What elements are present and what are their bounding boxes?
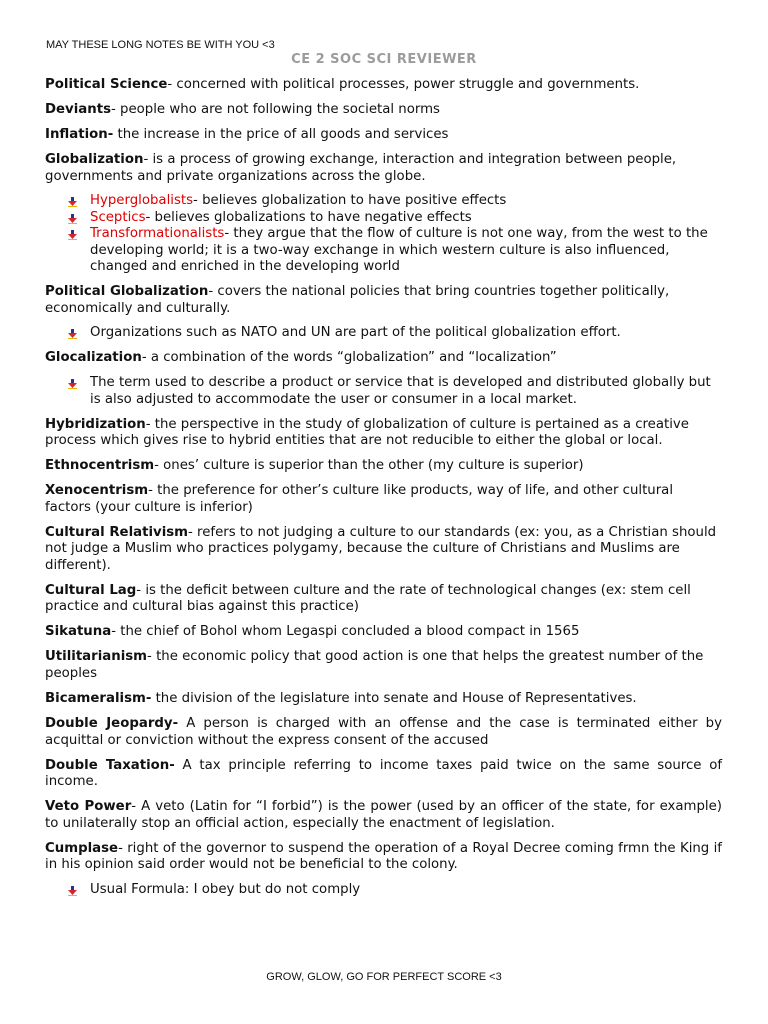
term: Cultural Lag [45, 582, 137, 598]
down-arrow-bullet-icon [68, 886, 77, 896]
entry-ethnocentrism [45, 458, 722, 475]
definition: - ones’ culture is superior than the other (my culture is superior) [154, 458, 584, 474]
entry-cultural-lag [45, 583, 722, 616]
term: Globalization [45, 151, 144, 167]
definition: - refers to not judging a culture to our standards (ex: you, as a Christian should not judge a Muslim who practices polygamy, because the culture of Christians and Muslims are different). [45, 524, 717, 573]
entry-political-globalization [45, 284, 722, 317]
term: Hybridization [45, 416, 146, 432]
entry-double-jeopardy [45, 716, 722, 749]
entry-glocalization [45, 350, 722, 367]
definition: - is the deficit between culture and the rate of technological changes (ex: stem cell practice and cultural bias against this practice) [45, 582, 691, 615]
definition: A person is charged with an offense and the case is terminated either by acquittal or conviction without the express consent of the accused [45, 715, 722, 748]
page-title: CE 2 SOC SCI REVIEWER [291, 52, 477, 67]
list-item [90, 226, 722, 276]
term: Ethnocentrism [45, 458, 155, 474]
definition: the division of the legislature into senate and House of Representatives. [151, 690, 637, 706]
term: Bicameralism- [45, 690, 152, 706]
political-globalization-list [45, 325, 722, 342]
definition: - the preference for other’s culture like products, way of life, and other cultural factors (your culture is inferior) [45, 483, 674, 515]
definition: - is a process of growing exchange, interaction and integration between people, governments and private organizations across the globe. [45, 151, 677, 184]
definition: - A veto (Latin for “I forbid”) is the power (used by an officer of the state, for example) to unilaterally stop an official action, especially the enactment of legislation. [45, 799, 722, 831]
entry-xenocentrism [45, 483, 722, 516]
perspective-name: Transformationalists [90, 226, 225, 242]
perspective-name: Hyperglobalists [90, 193, 194, 209]
term: Utilitarianism [45, 649, 148, 665]
entry-hybridization [45, 417, 722, 450]
entry-cultural-relativism [45, 525, 722, 575]
entry-cumplase [45, 841, 722, 874]
notes-body [45, 77, 722, 907]
perspective-text: - believes globalization to have positive effects [193, 193, 507, 209]
term: Glocalization [45, 350, 142, 366]
entry-globalization [45, 152, 722, 185]
term: Political Science [45, 77, 168, 92]
globalization-perspectives-list [45, 193, 722, 276]
definition: - right of the governor to suspend the operation of a Royal Decree coming frmn the King if in his opinion said order would not be beneficial to the colony. [45, 840, 722, 873]
list-item [90, 210, 722, 227]
entry-sikatuna [45, 624, 722, 641]
perspective-name: Sceptics [90, 209, 146, 225]
term: Deviants [45, 101, 111, 117]
cumplase-list [45, 882, 722, 899]
perspective-text: - they argue that the flow of culture is not one way, from the west to the developing world; it is a two-way exchange in which western culture is also influenced, changed and enriched in the developing world [90, 226, 708, 275]
entry-utilitarianism [45, 649, 722, 682]
list-item [90, 375, 722, 408]
entry-bicameralism [45, 691, 722, 708]
down-arrow-bullet-icon [68, 214, 77, 224]
definition: - a combination of the words “globalization” and “localization” [141, 350, 557, 366]
bullet-text: Organizations such as NATO and UN are part of the political globalization effort. [90, 325, 621, 341]
header-note: MAY THESE LONG NOTES BE WITH YOU <3 [46, 39, 275, 51]
term: Cumplase [45, 840, 119, 856]
perspective-text: - believes globalizations to have negative effects [145, 209, 472, 225]
list-item [90, 325, 722, 342]
entry-double-taxation [45, 758, 722, 791]
down-arrow-bullet-icon [68, 379, 77, 389]
entry-inflation [45, 127, 722, 144]
bullet-text: The term used to describe a product or service that is developed and distributed globally but is also adjusted to accommodate the user or consumer in a local market. [90, 374, 711, 407]
term: Double Jeopardy- [45, 715, 179, 731]
bullet-text: Usual Formula: I obey but do not comply [90, 881, 361, 897]
footer-note: GROW, GLOW, GO FOR PERFECT SCORE <3 [266, 971, 502, 983]
term: Sikatuna [45, 624, 112, 640]
down-arrow-bullet-icon [68, 230, 77, 240]
definition: - concerned with political processes, power struggle and governments. [167, 77, 640, 92]
entry-political-science [45, 77, 722, 94]
term: Inflation- [45, 126, 114, 142]
term: Xenocentrism [45, 483, 149, 499]
term: Cultural Relativism [45, 524, 189, 540]
entry-deviants [45, 102, 722, 119]
definition: - the economic policy that good action is one that helps the greatest number of the peoples [45, 649, 704, 681]
glocalization-list [45, 375, 722, 408]
term: Double Taxation- [45, 757, 175, 773]
definition: the increase in the price of all goods and services [113, 126, 449, 142]
term: Political Globalization [45, 284, 209, 300]
down-arrow-bullet-icon [68, 197, 77, 207]
entry-veto-power [45, 799, 722, 832]
list-item [90, 193, 722, 210]
down-arrow-bullet-icon [68, 329, 77, 339]
definition: - the perspective in the study of globalization of culture is pertained as a creative process which gives rise to hybrid entities that are not reducible to either the global or local. [45, 416, 689, 449]
definition: - people who are not following the societal norms [111, 101, 440, 117]
term: Veto Power [45, 799, 132, 815]
definition: A tax principle referring to income taxes paid twice on the same source of income. [45, 757, 723, 790]
list-item [90, 882, 722, 899]
definition: - covers the national policies that bring countries together politically, economically and culturally. [45, 284, 670, 316]
definition: - the chief of Bohol whom Legaspi concluded a blood compact in 1565 [111, 624, 580, 640]
